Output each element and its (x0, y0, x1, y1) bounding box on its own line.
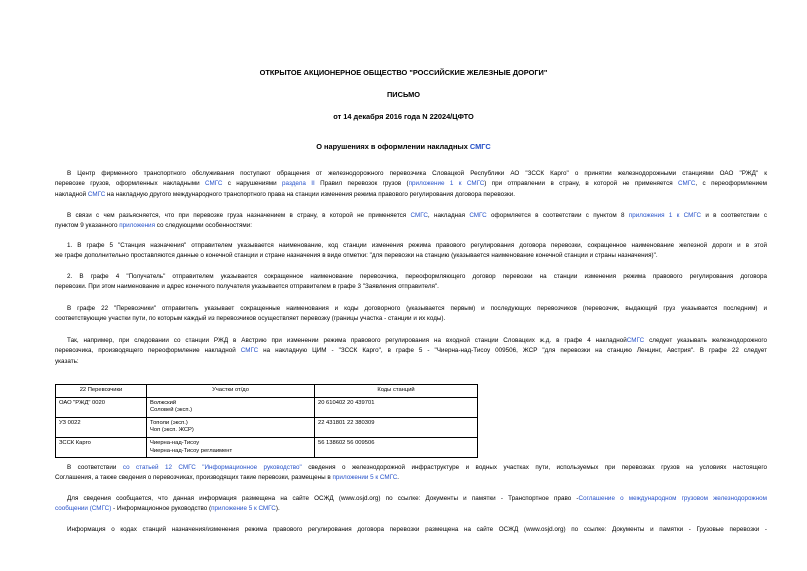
paragraph-9 (55, 525, 767, 535)
paragraph-2 (55, 211, 767, 232)
smgs-link[interactable]: СМГС (410, 212, 428, 219)
text: Соглашения, а также сведения о перевозчиках, производящих такие перевозки, размещены в (55, 474, 333, 482)
paragraph-6-line: указать: (55, 357, 79, 365)
text: Правил перевозок грузов ( (314, 180, 409, 188)
column-header-carriers: 22 Перевозчики (56, 385, 147, 398)
smgs-link[interactable]: СМГС (678, 180, 696, 188)
text: следует указывать железнодорожного (644, 337, 767, 344)
appendix-link[interactable]: приложение 1 к СМГС (408, 180, 485, 188)
text: пунктом 9 указанного (55, 222, 120, 230)
paragraph-4 (55, 272, 767, 293)
paragraph-9-line: Информация о кодах станций назначения/изменения режима правового регулирования договора перевозки размещена на сайте ОСЖД (www.osjd.org) по ссылке: Документы и памятки - Грузовые перевозки - (67, 526, 767, 533)
paragraph-7-line (55, 463, 767, 473)
smgs-link[interactable]: СМГС (87, 190, 106, 198)
paragraph-7 (55, 463, 767, 484)
agreement-link[interactable]: Соглашение о международном грузовом железнодорожном (578, 495, 767, 502)
section-cell (147, 417, 315, 437)
section-cell (147, 397, 315, 417)
text: перевозке грузов, оформленных накладными (55, 180, 205, 188)
section-to: Чиерна-над-Тисоу реглаимент (150, 447, 233, 454)
paragraph-1 (55, 169, 767, 200)
section-cell (147, 437, 315, 457)
smgs-link[interactable]: СМГС (469, 212, 487, 219)
paragraph-6-line (55, 346, 767, 356)
paragraph-1-line: В Центр фирменного транспортного обслуживания поступают обращения от железнодорожного перевозчика Словацкой Республики АО "ЗССК Карго" о принятии железнодорожными станциями ОАО "РЖД" к (67, 170, 767, 177)
paragraph-8-line (55, 504, 767, 514)
section-link[interactable]: раздела II (282, 180, 315, 188)
smgs-link[interactable]: СМГС (626, 337, 645, 344)
paragraph-3-line: же графе дополнительно проставляются данные о конечной станции и стране назначения в виде отметки: "для перевозки на станцию (указывается наименование конечной станции и страны назначения)". (55, 252, 658, 260)
text: на накладную другого международного транспортного права на станции изменения режима правового регулирования договора перевозки. (105, 190, 515, 198)
carriers-table (55, 384, 478, 458)
text: с нарушениями (222, 180, 283, 188)
section-to: Соловей (эксп.) (150, 407, 193, 414)
paragraph-3-line: 1. В графе 5 "Станция назначения" отправителем указывается наименование, код станции изменения режима правового регулирования договора перевозки, сокращенное наименование железной дороги и в этой (67, 242, 767, 249)
text: сведения о железнодорожной инфраструктуре и водных участках пути, используемых при перевозках грузов на условиях настоящего (301, 464, 767, 471)
section-to: Чоп (эксп. ЖСР) (150, 427, 194, 434)
text: оформляется в соответствии с пунктом 8 (486, 212, 629, 219)
smgs-link[interactable]: СМГС (204, 180, 223, 188)
subject-text: О нарушениях в оформлении накладных (316, 142, 470, 151)
paragraph-8-line (55, 494, 767, 504)
agreement-link[interactable]: сообщении (СМГС) (55, 505, 112, 513)
table-row (56, 437, 478, 457)
codes-cell: 56 138602 56 009506 (315, 437, 478, 457)
paragraph-6 (55, 336, 767, 367)
paragraph-1-line (55, 179, 767, 189)
text: со следующими особенностями: (154, 222, 252, 230)
document-date-number: от 14 декабря 2016 года N 22024/ЦФТО (333, 112, 474, 121)
paragraph-2-line (55, 221, 767, 231)
codes-cell: 22 431801 22 380309 (315, 417, 478, 437)
column-header-codes: Коды станций (315, 385, 478, 398)
text: на накладную ЦИМ - "ЗССК Карго", в графе 5 - "Чиерна-над-Тисоу 009506, ЖСР "для перевозки на станцию Ленцинг, Австрия". В графе 22 следует (258, 347, 767, 355)
section-from: Волжский (150, 399, 177, 406)
paragraph-3 (55, 241, 767, 262)
section-from: Чиерна-над-Тисоу (150, 439, 200, 446)
carrier-cell: ЗССК Карго (56, 437, 147, 457)
text: накладной (55, 190, 88, 198)
smgs-link[interactable]: СМГС (469, 142, 491, 151)
paragraph-5-line: соответствующие участки пути, по которым каждый из перевозчиков осуществляет перевозку (границы участка - станции и их коды). (55, 315, 446, 323)
text: ) при отправлении в страну, в которой не применяется (484, 180, 679, 188)
paragraph-7-line (55, 473, 767, 483)
paragraph-6-line (55, 336, 767, 346)
text: и в соответствии с (701, 212, 767, 219)
document-type: ПИСЬМО (387, 90, 420, 99)
table-header-row (56, 385, 478, 398)
text: , с переоформлением (695, 180, 767, 188)
paragraph-4-line: перевозки. При этом наименование и адрес конечного получателя указывается отправителем в графе 3 "Заявления отправителя". (55, 283, 439, 291)
paragraph-5-line: В графе 22 "Перевозчики" отправитель указывает сокращенные наименования и коды договорного (указывается первым) и последующих перевозчиков (перевозчик, выдающий груз указывается последним) и (67, 305, 767, 312)
text: В связи с чем разъясняется, что при перевозке груза назначением в страну, в которой не применяется (67, 212, 411, 219)
article-link[interactable]: со статьей 12 СМГС "Информационное руководство" (122, 464, 302, 471)
section-from: Тополи (эксп.) (150, 419, 188, 426)
appendix-link[interactable]: приложении 5 к СМГС (332, 474, 398, 482)
paragraph-2-line (55, 211, 767, 221)
text: ). (275, 505, 280, 513)
appendix-link[interactable]: приложения 1 к СМГС (628, 212, 702, 219)
carrier-cell: УЗ 0022 (56, 417, 147, 437)
text: - Информационное руководство ( (111, 505, 212, 513)
smgs-link[interactable]: СМГС (240, 347, 259, 355)
paragraph-4-line: 2. В графе 4 "Получатель" отправителем указывается сокращенное наименование перевозчика, переоформляющего договор перевозки на станции изменения режима правового регулирования договора (67, 273, 767, 280)
appendix-link[interactable]: приложение 5 к СМГС (211, 505, 276, 513)
paragraph-5 (55, 304, 767, 325)
column-header-sections: Участки от/до (147, 385, 315, 398)
carrier-cell: ОАО "РЖД" 0020 (56, 397, 147, 417)
paragraph-1-line (55, 190, 767, 200)
organization-title: ОТКРЫТОЕ АКЦИОНЕРНОЕ ОБЩЕСТВО "РОССИЙСКИЕ ЖЕЛЕЗНЫЕ ДОРОГИ" (259, 68, 548, 77)
text: Для сведения сообщается, что данная информация размещена на сайте ОСЖД (www.osjd.org) по ссылке: Документы и памятки - Транспортное право - (67, 495, 579, 502)
codes-cell: 20 610402 20 439701 (315, 397, 478, 417)
text: , накладная (427, 212, 470, 219)
appendix-link[interactable]: приложения (119, 222, 155, 230)
document-subject (0, 142, 807, 151)
paragraph-8 (55, 494, 767, 515)
table-row (56, 417, 478, 437)
text: . (397, 474, 399, 482)
text: Так, например, при следовании со станции РЖД в Австрию при изменении режима правового регулирования на входной станции Словацких ж.д. в графе 4 накладной (67, 337, 627, 344)
text: перевозчика, производящего переоформление накладной (55, 347, 241, 355)
table-row (56, 397, 478, 417)
text: В соответствии (67, 464, 123, 471)
